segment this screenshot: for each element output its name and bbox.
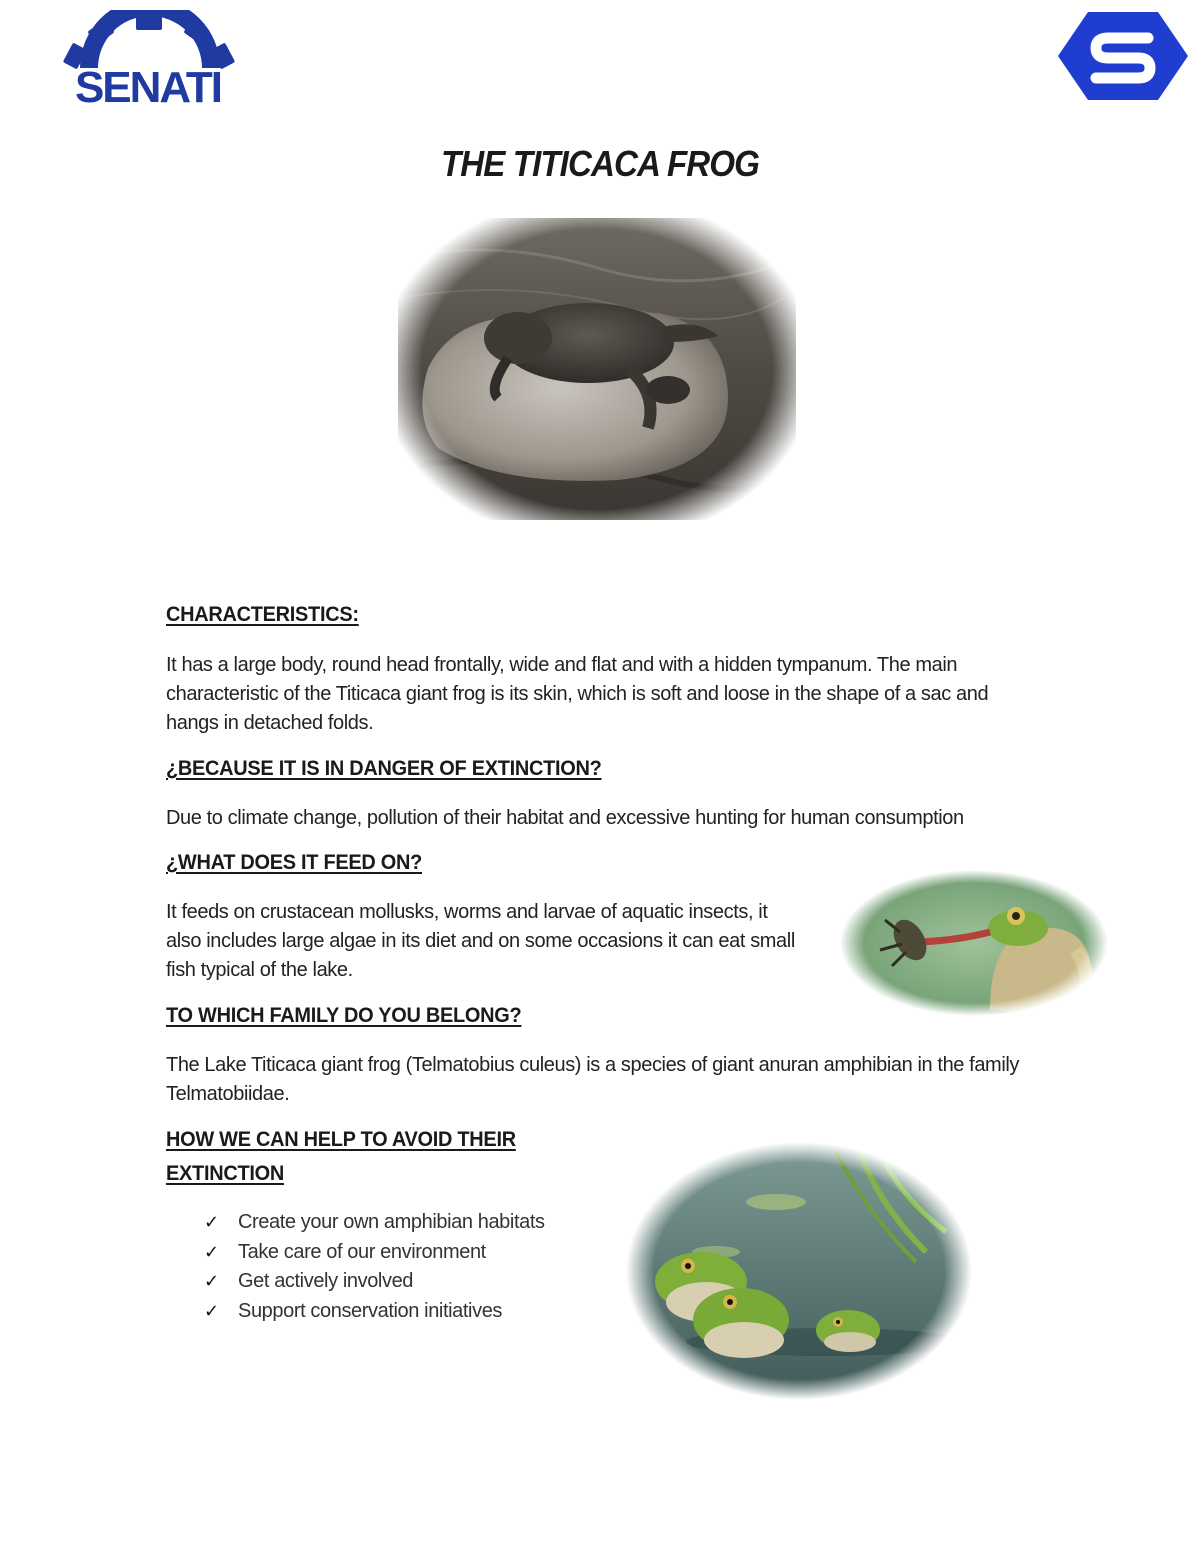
checklist-item bbox=[204, 1267, 545, 1297]
senati-logo bbox=[36, 10, 262, 106]
checklist-item bbox=[204, 1208, 545, 1238]
checklist-item bbox=[204, 1297, 545, 1327]
checklist-item-label: Create your own amphibian habitats bbox=[238, 1211, 545, 1233]
checklist-item-label: Take care of our environment bbox=[238, 1240, 486, 1263]
danger-heading: ¿BECAUSE IT IS IN DANGER OF EXTINCTION? bbox=[166, 757, 602, 780]
frog-catching-insect-photo bbox=[840, 870, 1108, 1016]
family-line: Telmatobiidae. bbox=[166, 1083, 290, 1105]
characteristics-line: It has a large body, round head frontally, wide and flat and with a hidden tympanum. The main bbox=[166, 654, 958, 676]
feed-line: It feeds on crustacean mollusks, worms and larvae of aquatic insects, it bbox=[166, 901, 768, 923]
help-heading-line2: EXTINCTION bbox=[166, 1162, 284, 1185]
family-line: The Lake Titicaca giant frog (Telmatobius culeus) is a species of giant anuran amphibian in the family bbox=[166, 1054, 1020, 1076]
feed-line: also includes large algae in its diet and on some occasions it can eat small bbox=[166, 930, 795, 952]
checkmark-icon: ✓ bbox=[204, 1212, 219, 1232]
feed-text bbox=[166, 898, 826, 985]
checklist-item-label: Support conservation initiatives bbox=[238, 1299, 503, 1322]
checklist-item bbox=[204, 1238, 545, 1268]
page-title: THE TITICACA FROG bbox=[440, 143, 759, 184]
characteristics-line: characteristic of the Titicaca giant frog is its skin, which is soft and loose in the shape of a sac and bbox=[166, 683, 989, 705]
characteristics-line: hangs in detached folds. bbox=[166, 712, 374, 734]
help-checklist bbox=[204, 1208, 545, 1326]
feed-heading: ¿WHAT DOES IT FEED ON? bbox=[166, 851, 423, 874]
characteristics-heading: CHARACTERISTICS: bbox=[166, 603, 359, 626]
checkmark-icon: ✓ bbox=[204, 1271, 219, 1291]
s-hexagon-logo bbox=[1056, 10, 1190, 102]
frog-on-rock-photo bbox=[398, 218, 796, 520]
checkmark-icon: ✓ bbox=[204, 1241, 219, 1262]
family-text bbox=[166, 1051, 1066, 1109]
help-heading-line1: HOW WE CAN HELP TO AVOID THEIR bbox=[166, 1128, 516, 1151]
checkmark-icon: ✓ bbox=[204, 1300, 219, 1321]
frogs-in-pond-photo bbox=[626, 1142, 972, 1400]
checklist-item-label: Get actively involved bbox=[238, 1270, 414, 1292]
feed-line: fish typical of the lake. bbox=[166, 959, 353, 981]
danger-text bbox=[166, 804, 1046, 833]
danger-line: Due to climate change, pollution of their habitat and excessive hunting for human consumption bbox=[166, 807, 964, 829]
family-heading: TO WHICH FAMILY DO YOU BELONG? bbox=[166, 1004, 522, 1027]
characteristics-text bbox=[166, 651, 1046, 738]
senati-logo-text: SENATI bbox=[74, 63, 222, 106]
